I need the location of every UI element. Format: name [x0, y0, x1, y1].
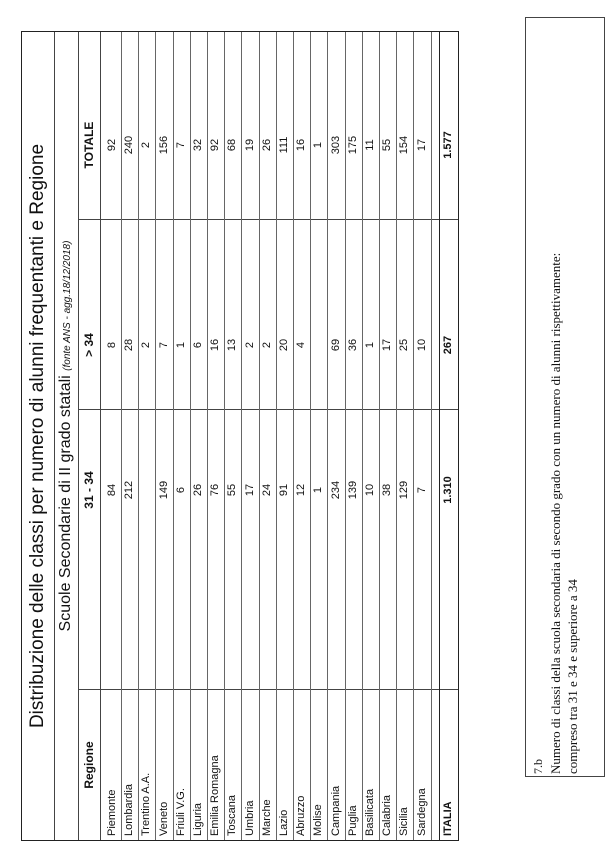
table-row [104, 32, 122, 840]
region-cell: Emilia Romagna [209, 755, 222, 836]
table-row [224, 32, 242, 840]
value-31-34-cell: 6 [174, 486, 187, 494]
total-cell: 1 [312, 141, 325, 149]
total-cell: 55 [381, 138, 394, 152]
region-cell: Molise [312, 804, 325, 836]
table-row [328, 32, 346, 840]
table-row [310, 32, 328, 840]
table-row [207, 32, 225, 840]
value-over-34-cell: 20 [278, 338, 290, 352]
value-31-34-cell: 91 [278, 483, 290, 497]
region-cell: Campania [329, 785, 342, 836]
total-cell: 92 [209, 138, 222, 152]
value-over-34-cell: 17 [381, 338, 394, 352]
region-cell: Calabria [381, 795, 394, 836]
table-body [100, 32, 460, 840]
distribution-table [21, 31, 459, 841]
table-row [396, 32, 414, 840]
total-cell: 303 [329, 135, 342, 155]
region-cell: Abruzzo [295, 795, 308, 836]
total-cell: 26 [260, 138, 273, 152]
total-cell: 240 [123, 135, 136, 155]
total-cell: 68 [226, 138, 239, 152]
table-header [78, 32, 101, 840]
value-31-34-cell: 17 [243, 483, 256, 497]
value-31-34-cell: 139 [346, 480, 359, 500]
caption-content [528, 22, 606, 774]
value-over-34-cell: 6 [192, 341, 204, 349]
table-row [121, 32, 139, 840]
table-row [345, 32, 363, 840]
value-over-34-cell: 28 [123, 338, 136, 352]
value-31-34-cell: 84 [106, 483, 118, 497]
caption-number: 7.b [531, 759, 545, 774]
value-over-34-cell: 16 [209, 338, 222, 352]
value-over-34-cell: 25 [398, 338, 411, 352]
total-cell: 111 [278, 136, 290, 154]
table-row [293, 32, 311, 840]
rotated-table-wrapper [21, 31, 459, 841]
value-31-34-cell: 55 [226, 483, 239, 497]
region-cell: Basilicata [364, 788, 376, 836]
table-row [173, 32, 191, 840]
region-cell: Lombardia [123, 784, 136, 836]
region-cell: Umbria [243, 800, 256, 836]
total-cell: 156 [157, 135, 170, 155]
region-cell: Sardegna [415, 788, 428, 836]
header-31-34: 31 - 34 [82, 471, 96, 509]
value-31-34-cell: 129 [398, 480, 411, 500]
table-row [259, 32, 277, 840]
total-cell: 32 [192, 138, 204, 152]
header-regione: Regione [82, 741, 96, 789]
region-cell: ITALIA [441, 801, 454, 836]
total-row [439, 32, 457, 840]
value-over-34-cell: 2 [140, 341, 153, 349]
table-row [190, 32, 208, 840]
region-cell: Veneto [157, 801, 170, 836]
table-title: Distribuzione delle classi per numero di alunni frequentanti e Regione [22, 32, 55, 840]
value-31-34-cell: 76 [209, 483, 222, 497]
total-cell: 92 [106, 138, 118, 152]
value-over-34-cell: 1 [174, 341, 187, 349]
value-31-34-cell: 24 [260, 483, 273, 497]
region-cell: Trentino A.A. [140, 772, 153, 836]
value-31-34-cell: 1 [312, 486, 325, 494]
total-cell: 11 [364, 139, 376, 151]
value-31-34-cell: 10 [364, 483, 376, 497]
value-over-34-cell: 13 [226, 338, 239, 352]
region-cell: Toscana [226, 795, 239, 836]
total-cell: 19 [243, 138, 256, 152]
region-cell: Friuli V.G. [174, 788, 187, 836]
value-over-34-cell: 36 [346, 338, 359, 352]
region-cell: Marche [260, 799, 273, 836]
caption-text: Numero di classi della scuola secondaria di secondo grado con un numero di alunni rispettivamente: compreso tra 31 e 34 e superiore a 34 [548, 252, 580, 774]
value-over-34-cell: 2 [243, 341, 256, 349]
table-row [138, 32, 156, 840]
value-over-34-cell: 69 [329, 338, 342, 352]
value-over-34-cell: 8 [106, 341, 118, 349]
header-over-34: > 34 [82, 333, 96, 357]
table-row [362, 32, 380, 840]
table-subtitle [54, 32, 79, 840]
region-cell: Liguria [192, 802, 204, 836]
value-31-34-cell: 234 [329, 480, 342, 500]
value-31-34-cell: 12 [295, 483, 308, 497]
total-cell: 2 [140, 141, 153, 149]
value-over-34-cell: 2 [260, 341, 273, 349]
source-note: (fonte ANS - agg.18/12/2018) [62, 240, 73, 371]
region-cell: Lazio [278, 809, 290, 836]
value-31-34-cell: 38 [381, 483, 394, 497]
table-row [379, 32, 397, 840]
value-31-34-cell: 1.310 [441, 476, 454, 504]
table-row [242, 32, 260, 840]
total-cell: 1.577 [441, 131, 454, 159]
value-31-34-cell: 212 [123, 480, 136, 500]
value-31-34-cell: 149 [157, 480, 170, 500]
subtitle-text: Scuole Secondarie di II grado statali [57, 375, 74, 632]
total-cell: 17 [415, 138, 428, 152]
total-cell: 154 [398, 135, 411, 155]
value-over-34-cell: 7 [157, 341, 170, 349]
value-over-34-cell: 1 [364, 341, 376, 349]
total-cell: 16 [295, 138, 308, 152]
caption-box [525, 17, 605, 777]
value-over-34-cell: 4 [295, 341, 308, 349]
value-31-34-cell: 26 [192, 483, 204, 497]
value-31-34-cell: 7 [415, 486, 428, 494]
value-over-34-cell: 267 [441, 335, 454, 355]
region-cell: Sicilia [398, 807, 411, 836]
table-row [156, 32, 174, 840]
region-cell: Piemonte [106, 789, 118, 836]
region-cell: Puglia [346, 805, 359, 836]
table-row [276, 32, 294, 840]
total-cell: 7 [174, 141, 187, 149]
header-totale: TOTALE [82, 121, 96, 169]
table-row [414, 32, 432, 840]
total-cell: 175 [346, 135, 359, 155]
value-over-34-cell: 10 [415, 338, 428, 352]
